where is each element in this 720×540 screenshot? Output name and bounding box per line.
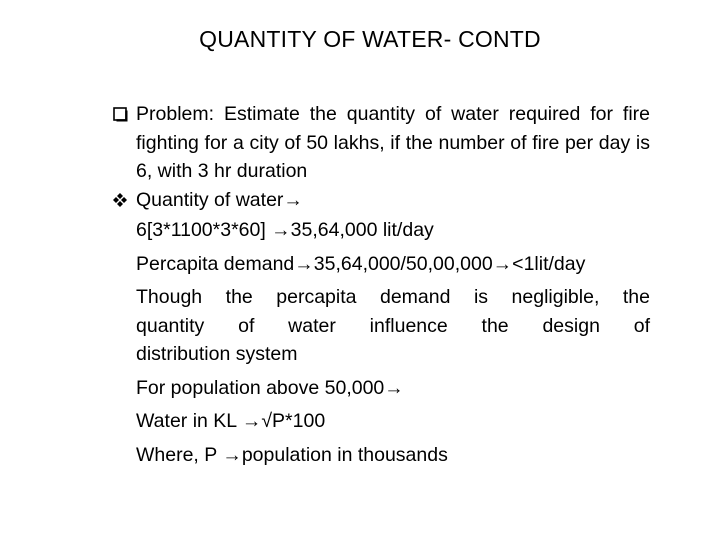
note-line-3: distribution system xyxy=(136,343,298,365)
percapita-demand-line: Percapita demand→35,64,000/50,00,000→<1lit/day xyxy=(136,252,586,275)
calculation-line: 6[3*1100*3*60] →35,64,000 lit/day xyxy=(136,219,434,241)
population-line: For population above 50,000→ xyxy=(136,376,404,399)
slide-content xyxy=(112,100,650,469)
formula-line: Water in KL →√P*100 xyxy=(136,410,326,432)
note-paragraph xyxy=(136,283,650,369)
problem-text: Problem: Estimate the quantity of water required for fire fighting for a city of 50 lakhs, if the number of fire per day is 6, with 3 hr duration xyxy=(136,103,650,182)
quantity-details xyxy=(112,216,650,469)
problem-item xyxy=(112,100,650,186)
hollow-square-bullet-icon xyxy=(112,100,130,128)
note-line-1: Though the percapita demand is negligible, the xyxy=(136,286,650,308)
where-line: Where, P →population in thousands xyxy=(136,443,448,466)
slide-title: QUANTITY OF WATER- CONTD xyxy=(199,26,541,52)
note-line-2: quantity of water influence the design of xyxy=(136,314,650,337)
quantity-heading: Quantity of water→ xyxy=(136,188,303,211)
four-diamond-bullet-icon xyxy=(112,186,130,214)
quantity-item xyxy=(112,186,650,215)
